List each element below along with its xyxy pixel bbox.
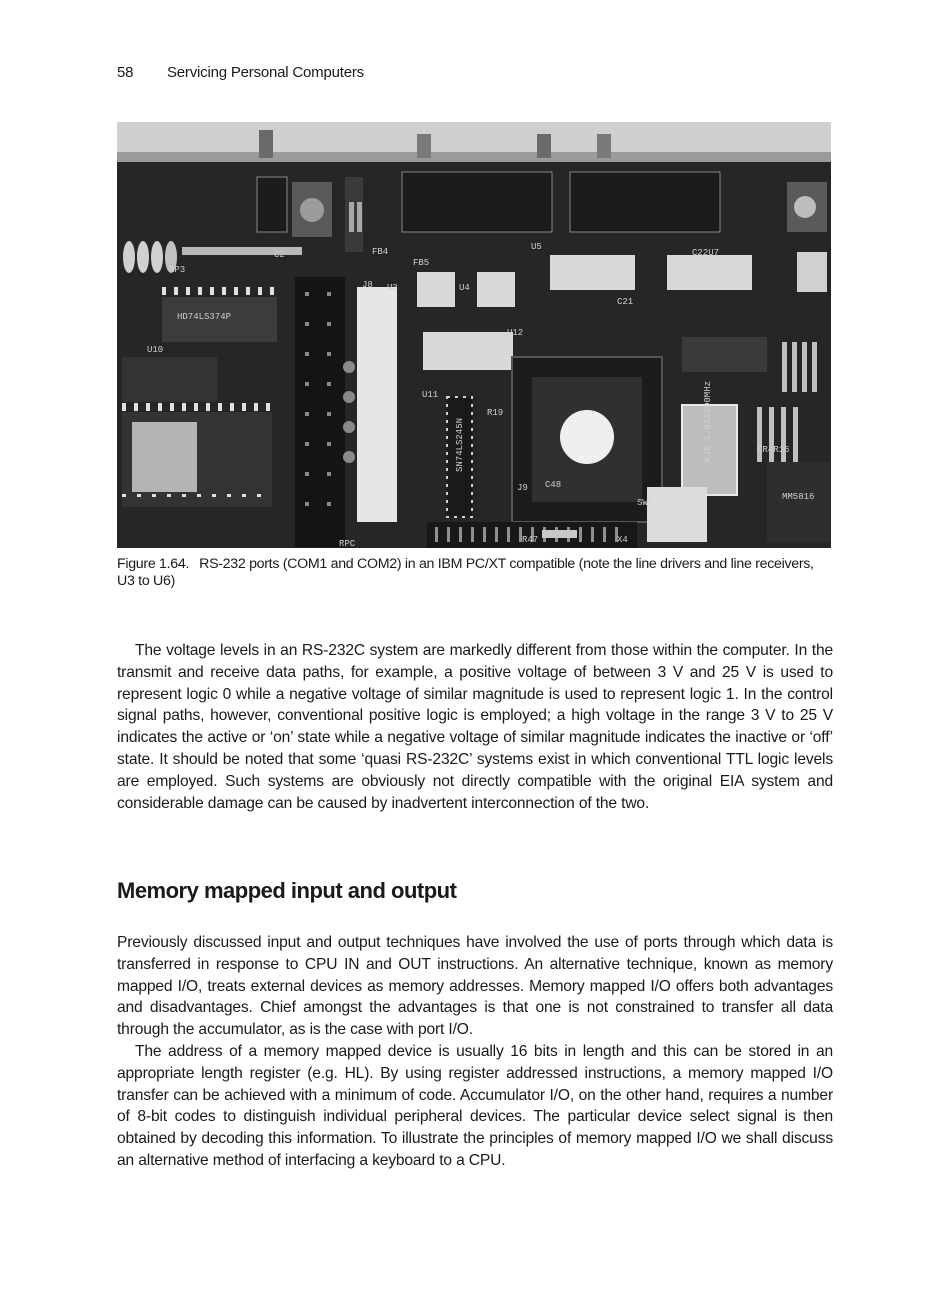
figure-caption [117,556,831,590]
svg-text:C21: C21 [617,297,634,307]
svg-text:SW1: SW1 [637,498,654,508]
svg-text:U12: U12 [507,328,524,338]
svg-text:J9: J9 [517,483,528,493]
paragraph: The address of a memory mapped device is usually 16 bits in length and this can be stored in an appropriate length register (e.g. HL). By using register addressed instructions, a memory mapped I/O transfer can be achieved with a minimum of code. Accumulator I/O, on the other hand, requires a number of 8-bit codes to distinguish individual peripheral devices. The particular device select signal is then obtained by decoding this information. To illustrate the principles of memory mapped I/O we shall discuss an alternative method of interfacing a keyboard to a CPU. [117,1042,833,1169]
svg-text:U5: U5 [531,242,542,252]
svg-text:U3: U3 [387,283,398,293]
svg-text:U4: U4 [459,283,470,293]
svg-text:RP3: RP3 [169,265,186,275]
running-head [117,64,364,81]
svg-text:C48: C48 [545,480,562,490]
figure-caption-text: RS-232 ports (COM1 and COM2) in an IBM PC/XT compatible (note the line drivers and line receivers, U3 to U6) [117,556,814,589]
svg-text:C22U7: C22U7 [692,248,720,258]
svg-text:RPC: RPC [339,539,356,548]
svg-text:R19: R19 [487,408,504,418]
svg-text:KJE 1.843200MHz: KJE 1.843200MHz [703,380,713,462]
svg-text:MM5816: MM5816 [782,492,815,502]
svg-text:X4: X4 [617,535,628,545]
running-title: Servicing Personal Computers [166,64,364,81]
svg-text:U11: U11 [422,390,439,400]
svg-text:HD74LS374P: HD74LS374P [177,312,232,322]
section-heading: Memory mapped input and output [117,878,457,903]
svg-text:FB4: FB4 [372,247,389,257]
section-2-body [117,932,833,1172]
svg-text:R47: R47 [522,535,539,545]
page-number: 58 [117,64,134,81]
svg-text:J8: J8 [362,280,373,290]
paragraph: Previously discussed input and output techniques have involved the use of ports through which data is transferred in response to CPU IN and OUT instructions. An alternative technique, known as memory mapped I/O, treats external devices as memory addresses. Memory mapped I/O offers both advantages and disadvantages. Chief amongst the advantages is that one is not constrained to transfer all data through the accumulator, as is the case with port I/O. [117,934,833,1039]
svg-text:SN74LS245N: SN74LS245N [455,417,465,472]
svg-text:C2: C2 [274,250,285,260]
svg-text:U10: U10 [147,345,164,355]
figure-label: Figure 1.64. [117,556,190,572]
svg-text:CR4R16: CR4R16 [757,445,790,455]
circuit-board-photo [117,122,831,548]
section-1-body [117,640,833,814]
svg-text:FB5: FB5 [413,258,430,268]
paragraph: The voltage levels in an RS-232C system are markedly different from those within the computer. In the transmit and receive data paths, for example, a positive voltage of between 3 V and 25 V is used to represent logic 0 while a negative voltage of similar magnitude is used to represent logic 1. In the control signal paths, however, conventional positive logic is employed; a high voltage in the range 3 V to 25 V indicates the active or ‘on’ state while a negative voltage of similar magnitude indicates the inactive or ‘off’ state. It should be noted that some ‘quasi RS-232C’ systems exist in which conventional TTL logic levels are employed. Such systems are obviously not directly compatible with the original EIA system and considerable damage can be caused by inadvertent interconnection of the two. [117,642,833,812]
